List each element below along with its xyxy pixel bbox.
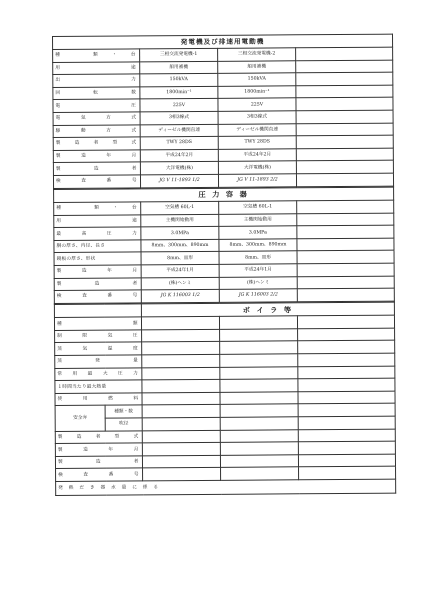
row-label: 製 造 年 月: [54, 265, 141, 278]
row-label: 製 造 年 月: [55, 443, 142, 456]
value-cell-1: 150kVA: [140, 74, 218, 87]
empty-cell: [297, 251, 394, 264]
row-label: 制 限 気 圧: [55, 330, 142, 343]
value-cell-2: 三相交流発電機-2: [218, 48, 296, 61]
spec-sheet: [52, 34, 395, 526]
empty-cell: [297, 238, 394, 251]
value-cell-1: 8mm、皿形: [141, 252, 219, 265]
pressure-title: 圧 力 容 器: [54, 187, 394, 203]
row-label: 常 用 最 大 圧 力: [55, 368, 142, 381]
empty-cell: [296, 85, 393, 98]
pressure-table: [53, 186, 395, 304]
value-cell-2: JG V 11-1893 2/2: [218, 174, 296, 187]
value-cell-2: 平成24年1月: [219, 264, 297, 277]
value-cell-1: 大洋電機(株): [140, 162, 218, 175]
empty-cell: [296, 110, 393, 123]
cell: [220, 417, 298, 430]
empty-cell: [296, 60, 393, 73]
value-cell-1: ディーゼル機関直連: [140, 124, 218, 137]
empty-cell: [296, 72, 393, 85]
row-label: 製 造 者: [55, 456, 142, 469]
empty-cell: [298, 353, 395, 366]
row-label: 使 用 燃 料: [55, 393, 142, 406]
empty-cell: [298, 378, 395, 391]
value-cell-1: 船用補機: [140, 61, 218, 74]
value-cell-1: 1800min⁻¹: [140, 86, 218, 99]
empty-cell: [219, 316, 297, 329]
value-cell-1: 3相3線式: [140, 111, 218, 124]
value-cell-2: 8mm、皿形: [219, 251, 297, 264]
value-cell-1: 平成24年1月: [141, 264, 219, 277]
value-cell-2: 大洋電機(株): [218, 161, 296, 174]
empty-cell: [142, 354, 220, 367]
generator-table: [52, 34, 394, 189]
row-label: 製 造 者 型 式: [55, 431, 142, 444]
empty-cell: [297, 213, 394, 226]
value-cell-2: TWY 28DS: [218, 136, 296, 149]
value-cell-1: TWY 28DS: [140, 136, 218, 149]
empty-cell: [221, 467, 299, 480]
safety-valve-label: 安全弁: [55, 406, 105, 432]
row-label: １時間当たり最大熱量: [55, 380, 142, 393]
empty-cell: [297, 288, 394, 301]
empty-cell: [142, 443, 220, 456]
empty-cell: [296, 47, 393, 60]
empty-cell: [296, 123, 393, 136]
value-cell-2: 3相3線式: [218, 111, 296, 124]
value-cell-2: 空気槽 60L-1: [219, 201, 297, 214]
row-label: 種 類・台: [54, 202, 141, 215]
value-cell-2: 150kVA: [218, 73, 296, 86]
empty-cell: [220, 429, 298, 442]
value-cell-2: 3.0MPa: [219, 226, 297, 239]
empty-cell: [142, 329, 220, 342]
empty-cell: [298, 429, 395, 442]
value-cell-2: 主機関始動用: [219, 213, 297, 226]
safety-valve-bore: 吹径: [105, 418, 142, 431]
value-cell-1: 225V: [140, 99, 218, 112]
empty-cell: [298, 328, 395, 341]
empty-cell: [220, 366, 298, 379]
empty-cell: [220, 392, 298, 405]
empty-cell: [297, 200, 394, 213]
empty-cell: [296, 148, 393, 161]
value-cell-1: (株)ヘンミ: [141, 277, 219, 290]
row-label: 製 造 者: [53, 162, 140, 175]
empty-cell: [142, 342, 220, 355]
row-label: 最 高 圧 力: [54, 227, 141, 240]
safety-valve-type: 種類・数: [105, 405, 142, 418]
value-cell-1: JG V 11-1893 1/2: [140, 174, 218, 187]
value-cell-1: JG K 116003 1/2: [141, 290, 219, 303]
empty-cell: [141, 317, 219, 330]
value-cell-2: 225V: [218, 98, 296, 111]
value-cell-2: (株)ヘンミ: [219, 276, 297, 289]
empty-cell: [220, 455, 298, 468]
row-label: 種 類: [54, 317, 141, 330]
row-label: 製 造 年 月: [53, 150, 140, 163]
empty-cell: [220, 379, 298, 392]
row-label: 検 査 番 号: [54, 290, 141, 303]
row-label: 駆 動 方 式: [53, 124, 140, 137]
value-cell-1: 8mm、300mm、890mm: [141, 239, 219, 252]
row-label: 蒸 気 温 度: [55, 342, 142, 355]
cell: [142, 405, 220, 418]
empty-cell: [143, 468, 221, 481]
value-cell-2: 8mm、300mm、890mm: [219, 239, 297, 252]
empty-cell: [220, 442, 298, 455]
empty-cell: [142, 367, 220, 380]
empty-cell: [297, 225, 394, 238]
empty-cell: [142, 430, 220, 443]
empty-cell: [298, 441, 395, 454]
boiler-head-blank: [54, 304, 141, 318]
empty-cell: [297, 276, 394, 289]
value-cell-1: 空気槽 60L-1: [141, 201, 219, 214]
value-cell-2: 1800min⁻¹: [218, 86, 296, 99]
empty-cell: [297, 263, 394, 276]
empty-cell: [142, 455, 220, 468]
empty-cell: [298, 341, 395, 354]
value-cell-1: 主機関始動用: [141, 214, 219, 227]
empty-cell: [298, 366, 395, 379]
cell: [298, 416, 395, 429]
row-label: 出 力: [53, 74, 140, 87]
generator-title: 発電機及び排速用電動機: [53, 34, 393, 49]
row-label: 用 途: [54, 215, 141, 228]
empty-cell: [220, 341, 298, 354]
row-label: 電 圧: [53, 99, 140, 112]
empty-cell: [220, 329, 298, 342]
value-cell-1: 3.0MPa: [141, 227, 219, 240]
empty-cell: [220, 354, 298, 367]
cell: [220, 404, 298, 417]
empty-cell: [296, 173, 393, 186]
value-cell-2: 船用補機: [218, 60, 296, 73]
empty-cell: [298, 391, 395, 404]
row-label: 蒸 発 量: [55, 355, 142, 368]
empty-cell: [142, 380, 220, 393]
empty-cell: [297, 315, 394, 328]
empty-cell: [299, 467, 396, 480]
footer-note: 発 熱 だ き 器 水 量 に 係 る: [56, 479, 396, 495]
value-cell-1: 平成24年2月: [140, 149, 218, 162]
empty-cell: [298, 454, 395, 467]
empty-cell: [142, 392, 220, 405]
boiler-title: ボ イ ラ 等: [141, 302, 394, 317]
row-label: 電 気 方 式: [53, 112, 140, 125]
row-label: 用 途: [53, 61, 140, 74]
value-cell-2: JG K 116003 2/2: [219, 289, 297, 302]
row-label: 検 査 番 号: [53, 175, 140, 188]
cell: [142, 417, 220, 430]
row-label: 鏡板の厚さ、形状: [54, 252, 141, 265]
empty-cell: [296, 135, 393, 148]
row-label: 胴の厚さ、内径、長さ: [54, 240, 141, 253]
row-label: 種 類・台: [53, 49, 140, 62]
empty-cell: [296, 97, 393, 110]
row-label: 製 造 者 型 式: [53, 137, 140, 150]
row-label: 検 査 番 号: [56, 468, 143, 481]
value-cell-2: 平成24年2月: [218, 149, 296, 162]
cell: [298, 404, 395, 417]
value-cell-1: 三相交流発電機-1: [140, 48, 218, 61]
row-label: 回 転 数: [53, 87, 140, 100]
row-label: 製 造 者: [54, 277, 141, 290]
boiler-table: [54, 301, 396, 495]
empty-cell: [296, 160, 393, 173]
value-cell-2: ディーゼル機関直連: [218, 123, 296, 136]
